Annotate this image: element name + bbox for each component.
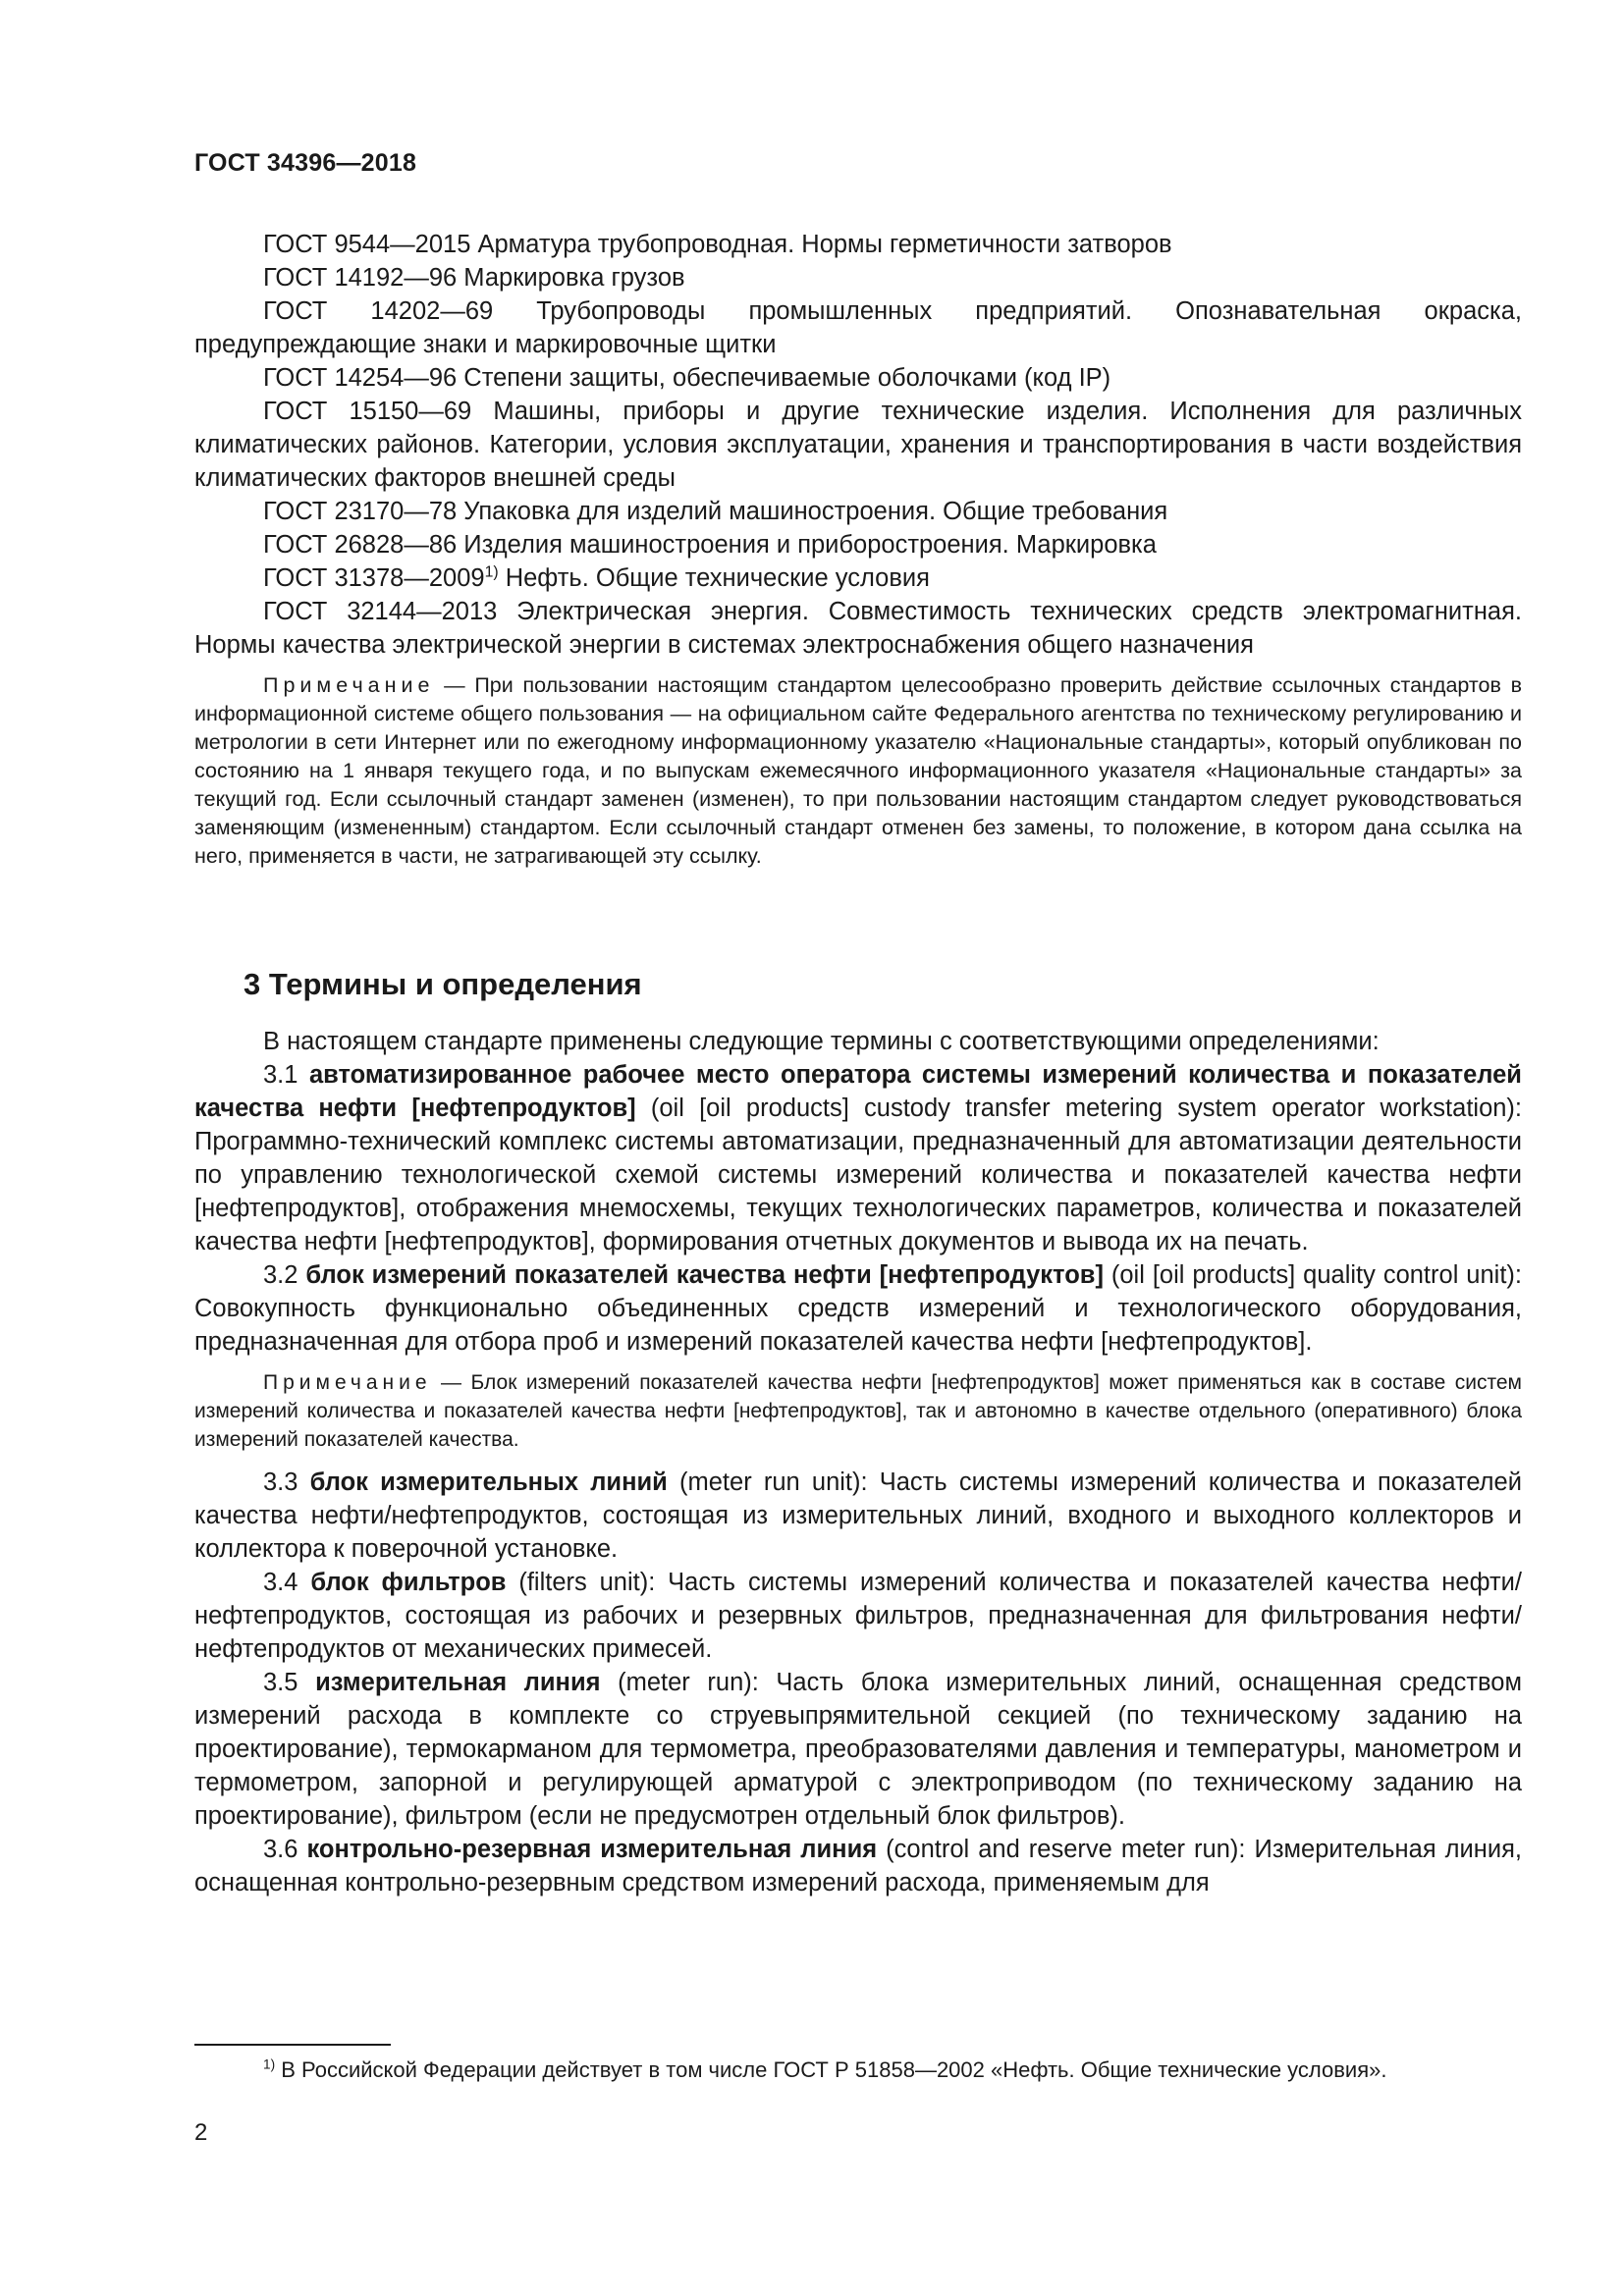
footnote-text: В Российской Федерации действует в том числе ГОСТ Р 51858—2002 «Нефть. Общие технические условия». — [275, 2057, 1387, 2082]
footnote-divider — [194, 2044, 391, 2046]
terms-section — [194, 1025, 1522, 1899]
term-item — [194, 1666, 1522, 1833]
term-name: блок измерений показателей качества нефти [нефтепродуктов] — [305, 1261, 1104, 1289]
note-term-3-2 — [194, 1368, 1522, 1454]
term-name: блок измерительных линий — [309, 1468, 668, 1496]
term-number: 3.4 — [263, 1569, 311, 1596]
term-definition: (control and reserve meter run): Измерительная линия, оснащенная контрольно-резервным средством измерений расхода, применяемым для — [194, 1836, 1522, 1896]
note-text: — При пользовании настоящим стандартом целесообразно проверить действие ссылочных стандартов в информационной системе общего пользования — на официальном сайте Федерального агентства по техническому регулированию и метрологии в сети Интернет или по ежегодному информационному указателю «Национальные стандарты», который опубликован по состоянию на 1 января текущего года, и по выпускам ежемесячного информационного указателя «Национальные стандарты» за текущий год. Если ссылочный стандарт заменен (изменен), то при пользовании настоящим стандартом следует руководствоваться заменяющим (измененным) стандартом. Если ссылочный стандарт отменен без замены, то положение, в котором дана ссылка на него, применяется в части, не затрагивающей эту ссылку. — [194, 673, 1522, 868]
term-name: контрольно-резервная измерительная линия — [306, 1836, 878, 1863]
term-name: автоматизированное рабочее место оператора системы измерений количества и показателей качества нефти [нефтепродуктов] — [194, 1061, 1522, 1122]
term-number: 3.6 — [263, 1836, 307, 1863]
term-item — [194, 1058, 1522, 1258]
note-label: Примечание — [263, 673, 435, 697]
term-name: измерительная линия — [315, 1669, 601, 1696]
term-number: 3.2 — [263, 1261, 306, 1289]
footnote — [194, 2056, 1522, 2085]
page-header: ГОСТ 34396—2018 — [194, 149, 417, 177]
section-intro: В настоящем стандарте применены следующие термины с соответствующими определениями: — [263, 1028, 1380, 1055]
reference-item: ГОСТ 14202—69 Трубопроводы промышленных предприятий. Опознавательная окраска, предупреждающие знаки и маркировочные щитки — [194, 297, 1522, 358]
term-item — [194, 1258, 1522, 1359]
reference-item — [194, 561, 1522, 595]
document-page — [194, 0, 1522, 2296]
term-definition: (meter run): Часть блока измерительных линий, оснащенная средством измерений расхода в комплекте со струевыпрямительной секцией (по техническому заданию на проектирование), термокарманом для термометра, преобразователями давления и температуры, манометром и термометром, запорной и регулирующей арматурой с электроприводом (по техническому заданию на проектирование), фильтром (если не предусмотрен отдельный блок фильтров). — [194, 1669, 1522, 1830]
term-number: 3.5 — [263, 1669, 316, 1696]
term-item — [194, 1466, 1522, 1566]
normative-references — [194, 228, 1522, 662]
reference-item: ГОСТ 23170—78 Упаковка для изделий машиностроения. Общие требования — [263, 498, 1168, 525]
reference-item: ГОСТ 9544—2015 Арматура трубопроводная. Нормы герметичности затворов — [263, 231, 1172, 258]
reference-code: ГОСТ 31378—2009 — [263, 564, 485, 592]
term-definition: (oil [oil products] custody transfer metering system operator workstation): Программно-технический комплекс системы автоматизации, предназначенный для автоматизации деятельности по управлению технологической схемой системы измерений количества и показателей качества нефти [нефтепродуктов], отображения мнемосхемы, текущих технологических параметров, количества и показателей качества нефти [нефтепродуктов], формирования отчетных документов и вывода их на печать. — [194, 1095, 1523, 1255]
term-number: 3.1 — [263, 1061, 309, 1089]
reference-item: ГОСТ 32144—2013 Электрическая энергия. Совместимость технических средств электромагнитная. Нормы качества электрической энергии в системах электроснабжения общего назначения — [194, 598, 1522, 659]
term-definition: (meter run unit): Часть системы измерений количества и показателей качества нефти/нефтепродуктов, состоящая из измерительных линий, входного и выходного коллекторов и коллектора к поверочной установке. — [194, 1468, 1522, 1563]
reference-item: ГОСТ 14254—96 Степени защиты, обеспечиваемые оболочками (код IP) — [263, 364, 1111, 392]
term-number: 3.3 — [263, 1468, 310, 1496]
term-item — [194, 1833, 1522, 1899]
footnote-marker: 1) — [263, 2056, 276, 2072]
reference-item: ГОСТ 15150—69 Машины, приборы и другие технические изделия. Исполнения для различных климатических районов. Категории, условия эксплуатации, хранения и транспортирования в части воздействия климатических факторов внешней среды — [194, 398, 1522, 492]
page-number: 2 — [194, 2119, 208, 2146]
term-item — [194, 1566, 1522, 1666]
reference-item: ГОСТ 26828—86 Изделия машиностроения и приборостроения. Маркировка — [263, 531, 1157, 559]
term-definition: (oil [oil products] quality control unit): Совокупность функционально объединенных средств измерений и технологического оборудования, предназначенная для отбора проб и измерений показателей качества нефти [нефтепродуктов]. — [194, 1261, 1522, 1356]
note-label: Примечание — [263, 1371, 432, 1394]
term-name: блок фильтров — [310, 1569, 507, 1596]
term-definition: (filters unit): Часть системы измерений количества и показателей качества нефти/нефтепродуктов, состоящая из рабочих и резервных фильтров, предназначенная для фильтрования нефти/нефтепродуктов от механических примесей. — [194, 1569, 1523, 1663]
note-references — [194, 671, 1522, 871]
note-text: — Блок измерений показателей качества нефти [нефтепродуктов] может применяться как в составе систем измерений количества и показателей качества нефти [нефтепродуктов], так и автономно в качестве отдельного (оперативного) блока измерений показателей качества. — [194, 1371, 1522, 1451]
reference-item: ГОСТ 14192—96 Маркировка грузов — [263, 264, 685, 292]
section-title: 3 Термины и определения — [244, 967, 642, 1001]
reference-title: Нефть. Общие технические условия — [498, 564, 930, 592]
footnote-marker: 1) — [484, 563, 499, 581]
